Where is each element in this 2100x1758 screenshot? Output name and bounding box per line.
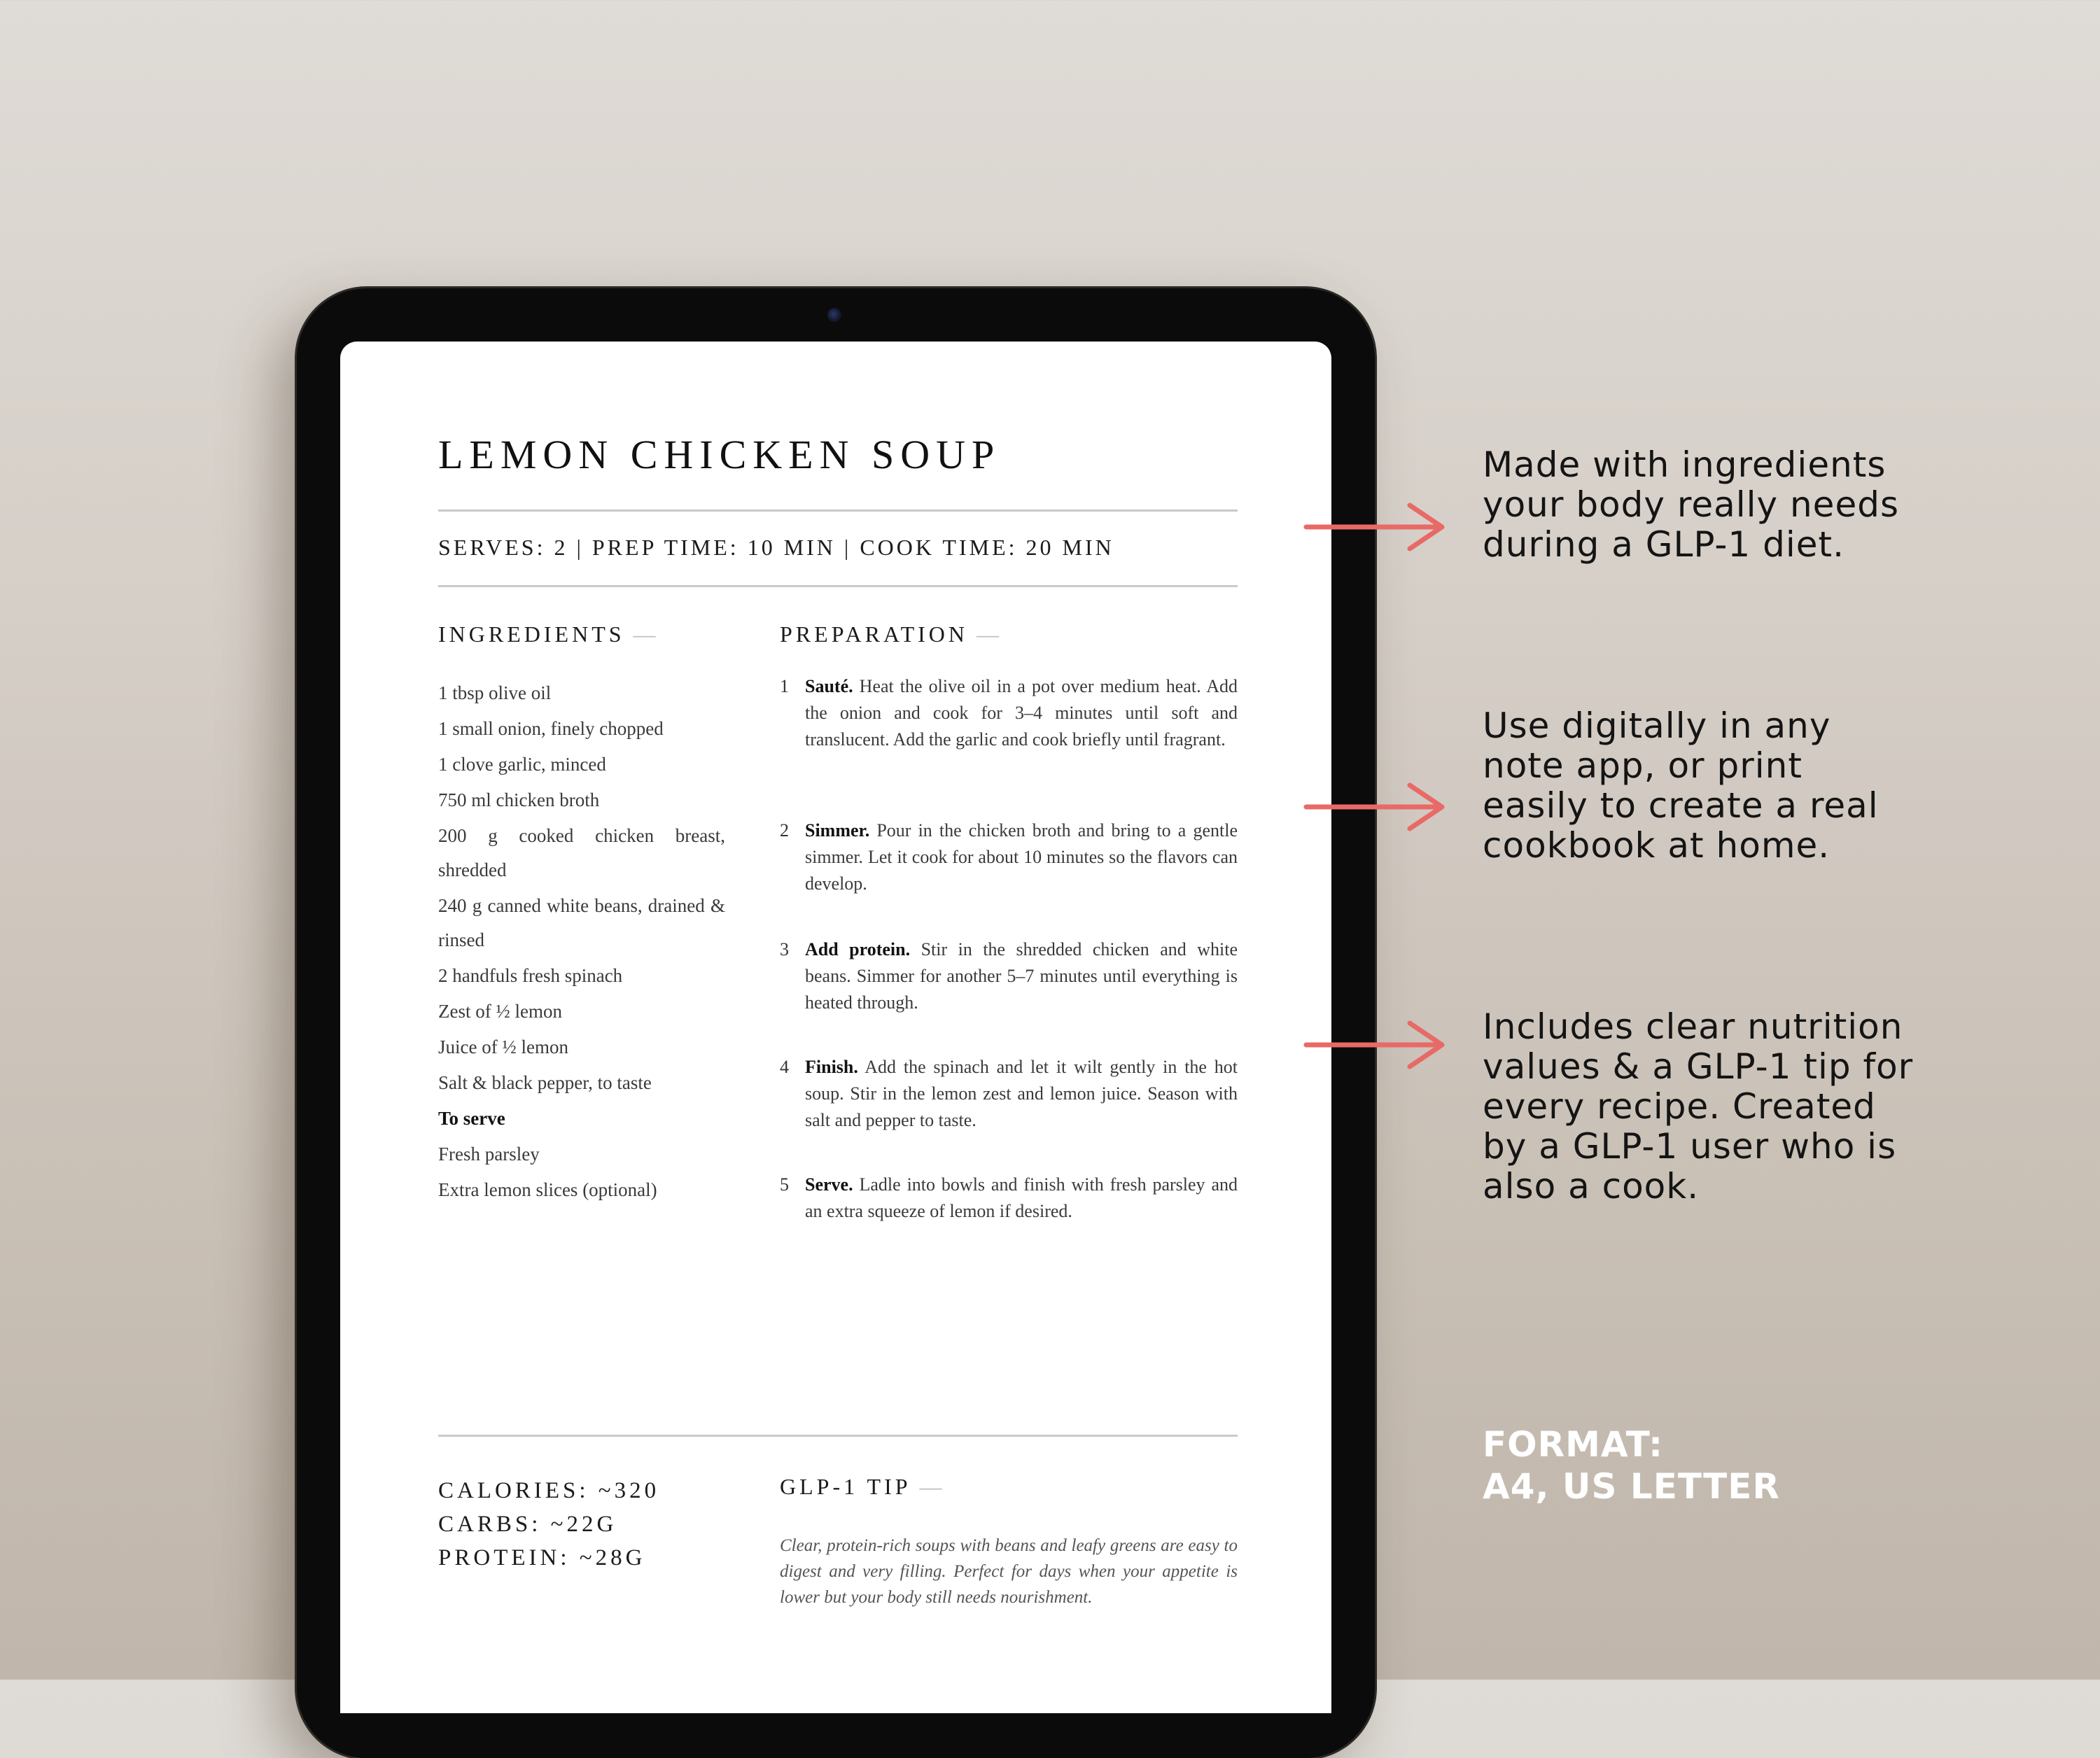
meta-divider (438, 585, 1238, 587)
preparation-heading-label: PREPARATION (780, 621, 968, 647)
ingredients-list (438, 676, 725, 1209)
ingredient-item: 1 tbsp olive oil (438, 682, 552, 703)
step-title: Sauté. (805, 676, 853, 696)
camera-icon (827, 308, 841, 322)
ingredient-item: 240 g canned white beans, drained & rinsed (438, 895, 725, 950)
step-number: 3 (780, 939, 789, 959)
footer-divider (438, 1435, 1238, 1437)
ingredient-item: 200 g cooked chicken breast, shredded (438, 825, 725, 880)
preparation-step (780, 817, 1238, 936)
step-text: Pour in the chicken broth and bring to a gentle simmer. Let it cook for about 10 minutes so the flavors can develop. (805, 820, 1238, 894)
ingredient-item: 750 ml chicken broth (438, 789, 600, 810)
title-divider (438, 509, 1238, 512)
heading-dash: — (919, 1474, 942, 1499)
preparation-step (780, 1172, 1238, 1228)
ingredient-item: 2 handfuls fresh spinach (438, 965, 623, 986)
tip-heading-label: GLP-1 TIP (780, 1474, 911, 1499)
callout-nutrition-tip: Includes clear nutrition values & a GLP-1 tip for every recipe. Created by a GLP-1 user who is also a cook. (1483, 1006, 1914, 1207)
callout-ingredients: Made with ingredients your body really needs during a GLP-1 diet. (1483, 444, 1899, 565)
preparation-steps (780, 673, 1238, 1228)
step-number: 5 (780, 1174, 789, 1195)
step-title: Finish. (805, 1057, 858, 1077)
protein-value: PROTEIN: ~28G (438, 1545, 646, 1570)
tip-text: Clear, protein-rich soups with beans and leafy greens are easy to digest and very filling. Perfect for days when your appetite is lower but your body still needs nourishment. (780, 1536, 1238, 1607)
ingredient-item: 1 small onion, finely chopped (438, 718, 664, 739)
step-text: Add the spinach and let it wilt gently in the hot soup. Stir in the lemon zest and lemon juice. Season with salt and pepper to taste. (805, 1057, 1238, 1130)
carbs-value: CARBS: ~22G (438, 1512, 617, 1537)
arrow-right-icon (1303, 782, 1450, 831)
ingredient-item: Fresh parsley (438, 1144, 540, 1165)
step-title: Serve. (805, 1174, 853, 1195)
preparation-step (780, 936, 1238, 1054)
ingredient-item: Juice of ½ lemon (438, 1036, 568, 1057)
step-text: Heat the olive oil in a pot over medium heat. Add the onion and cook for 3–4 minutes until soft and translucent. Add the garlic and cook briefly until fragrant. (805, 676, 1238, 750)
heading-dash: — (976, 621, 999, 647)
step-title: Add protein. (805, 939, 911, 959)
arrow-right-icon (1303, 1020, 1450, 1069)
nutrition-values (438, 1474, 659, 1575)
step-title: Simmer. (805, 820, 870, 841)
step-text: Stir in the shredded chicken and white beans. Simmer for another 5–7 minutes until everything is heated through. (805, 939, 1238, 1013)
recipe-title: LEMON CHICKEN SOUP (438, 432, 1001, 477)
calories-value: CALORIES: ~320 (438, 1478, 660, 1503)
step-number: 1 (780, 676, 789, 696)
format-sizes: A4, US LETTER (1483, 1466, 1780, 1507)
arrow-right-icon (1303, 502, 1450, 551)
preparation-step (780, 1054, 1238, 1172)
preparation-step (780, 673, 1238, 817)
ingredient-item: Salt & black pepper, to taste (438, 1072, 652, 1093)
recipe-meta: SERVES: 2 | PREP TIME: 10 MIN | COOK TIME: 20 MIN (438, 535, 1114, 560)
ingredient-subheading: To serve (438, 1108, 505, 1129)
heading-dash: — (633, 621, 656, 647)
ingredient-item: Extra lemon slices (optional) (438, 1179, 657, 1200)
step-text: Ladle into bowls and finish with fresh parsley and an extra squeeze of lemon if desired. (805, 1174, 1238, 1221)
format-label: FORMAT: (1483, 1424, 1664, 1465)
ingredients-heading-label: INGREDIENTS (438, 621, 625, 647)
callout-digital-print: Use digitally in any note app, or print easily to create a real cookbook at home. (1483, 705, 1879, 866)
format-info (1483, 1423, 1780, 1507)
ingredient-item: Zest of ½ lemon (438, 1001, 562, 1022)
tip-heading (780, 1474, 942, 1500)
step-number: 4 (780, 1057, 789, 1077)
recipe-page (340, 342, 1331, 1713)
ingredient-item: 1 clove garlic, minced (438, 754, 606, 775)
preparation-heading (780, 621, 999, 647)
step-number: 2 (780, 820, 789, 841)
ingredients-heading (438, 621, 656, 647)
